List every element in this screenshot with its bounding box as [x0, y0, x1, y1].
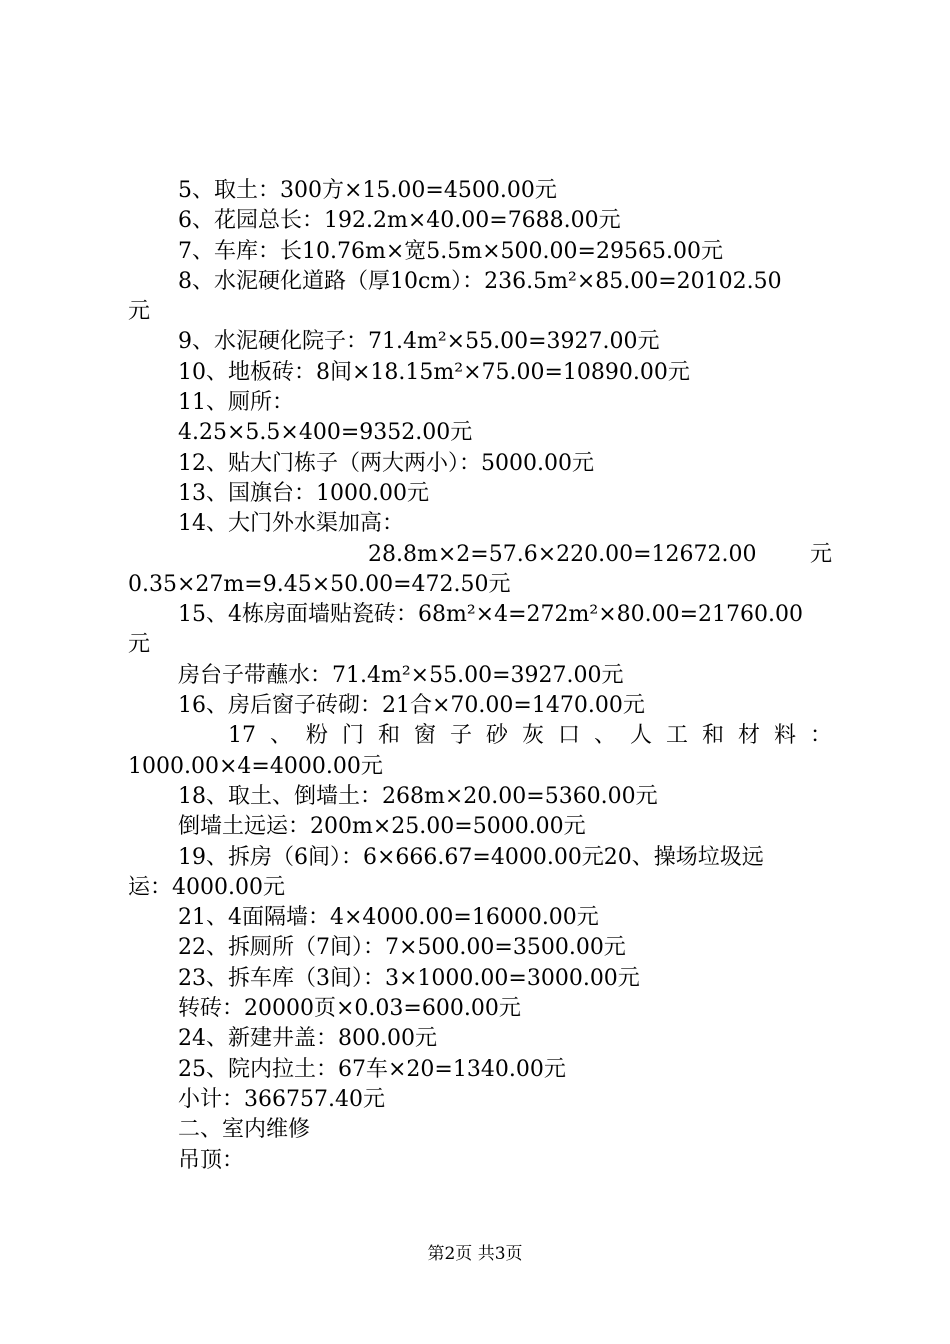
text-line: 倒墙土远运：200m×25.00=5000.00元 — [178, 814, 586, 840]
text-line: 13、国旗台：1000.00元 — [178, 480, 429, 506]
text-line-centered — [128, 540, 832, 570]
page-footer: 第2页 共3页 — [427, 1244, 523, 1264]
section-heading: 二、室内维修 — [178, 1117, 311, 1143]
text-line: 24、新建井盖：800.00元 — [178, 1026, 437, 1052]
text-line: 转砖：20000页×0.03=600.00元 — [178, 996, 521, 1022]
text-line: 8、水泥硬化道路（厚10cm）：236.5m²×85.00=20102.50 — [178, 268, 782, 294]
text-line: 12、贴大门栋子（两大两小）：5000.00元 — [178, 450, 594, 476]
document-body — [128, 176, 832, 1176]
text-line-unit: 元 — [809, 541, 832, 567]
text-line: 18、取土、倒墙土：268m×20.00=5360.00元 — [178, 783, 658, 809]
text-line: 运：4000.00元 — [128, 874, 285, 900]
text-line: 21、4面隔墙：4×4000.00=16000.00元 — [178, 905, 599, 931]
text-line: 吊顶： — [178, 1147, 245, 1173]
text-line: 元 — [128, 632, 151, 658]
text-line: 5、取土：300方×15.00=4500.00元 — [178, 178, 557, 203]
text-line: 0.35×27m=9.45×50.00=472.50元 — [128, 571, 511, 597]
text-line: 22、拆厕所（7间）：7×500.00=3500.00元 — [178, 935, 626, 961]
text-line: 元 — [128, 299, 151, 325]
text-line-value: 28.8m×2=57.6×220.00=12672.00 — [368, 541, 757, 567]
text-line: 10、地板砖：8间×18.15m²×75.00=10890.00元 — [178, 359, 690, 385]
text-line: 6、花园总长：192.2m×40.00=7688.00元 — [178, 208, 621, 234]
text-line: 11、厕所： — [178, 390, 294, 416]
text-line-justified: 17、粉门和窗子砂灰口、人工和材料： — [228, 723, 832, 749]
text-line: 1000.00×4=4000.00元 — [128, 753, 383, 779]
text-line: 4.25×5.5×400=9352.00元 — [178, 420, 473, 446]
text-line: 小计：366757.40元 — [178, 1086, 385, 1112]
text-line: 16、房后窗子砖砌：21合×70.00=1470.00元 — [178, 693, 645, 719]
text-line: 25、院内拉土：67车×20=1340.00元 — [178, 1056, 566, 1082]
text-line: 9、水泥硬化院子：71.4m²×55.00=3927.00元 — [178, 329, 660, 355]
text-line: 房台子带蘸水：71.4m²×55.00=3927.00元 — [178, 662, 624, 688]
text-line: 23、拆车库（3间）：3×1000.00=3000.00元 — [178, 965, 640, 991]
text-line: 14、大门外水渠加高： — [178, 511, 404, 537]
text-line: 19、拆房（6间）：6×666.67=4000.00元20、操场垃圾远 — [178, 844, 764, 870]
text-line: 15、4栋房面墙贴瓷砖：68m²×4=272m²×80.00=21760.00 — [178, 602, 804, 628]
text-line: 7、车库：长10.76m×宽5.5m×500.00=29565.00元 — [178, 238, 723, 264]
